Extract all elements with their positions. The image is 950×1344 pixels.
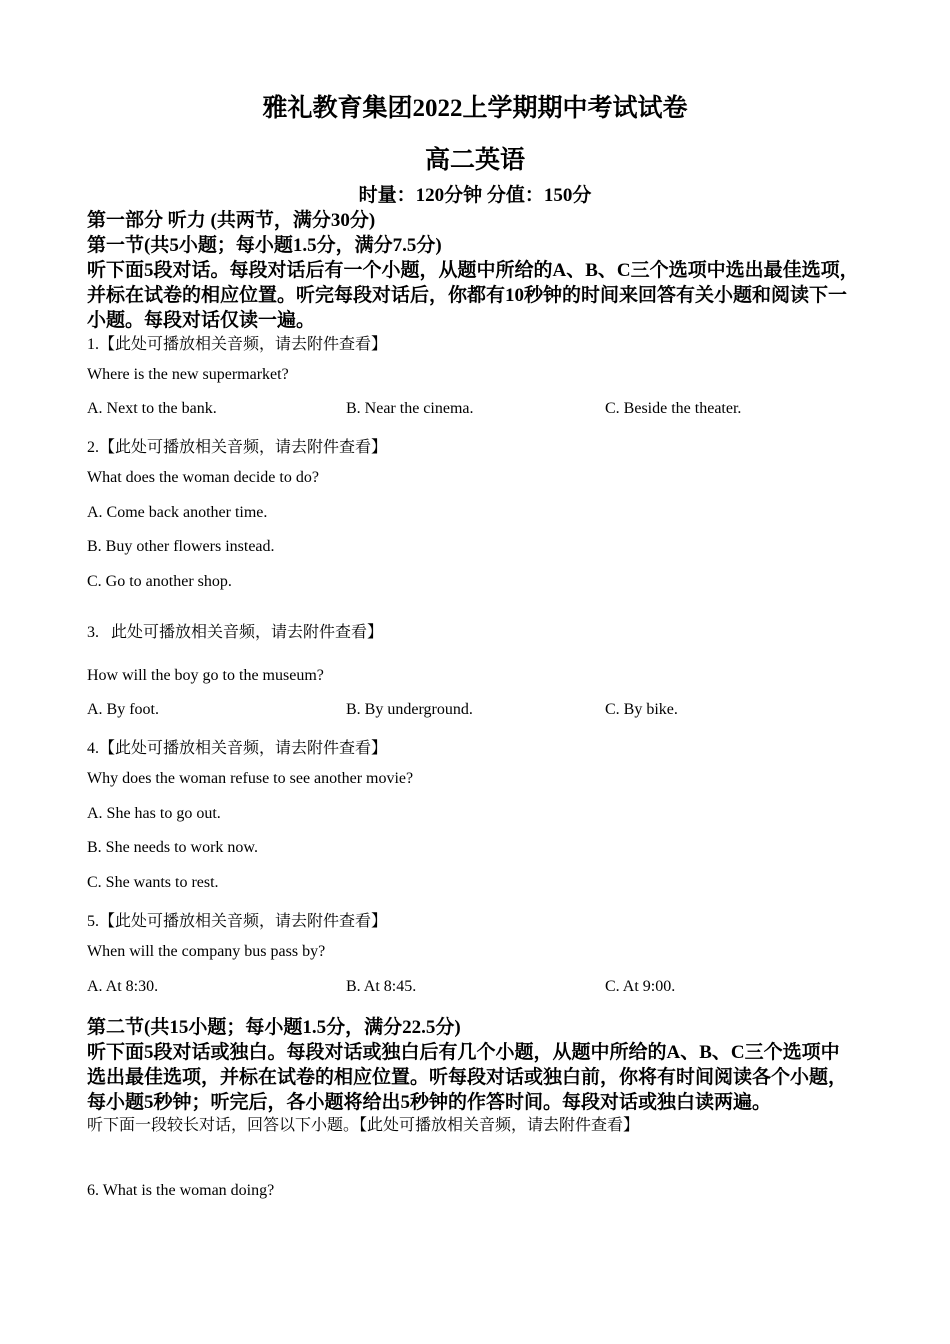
q3-question: How will the boy go to the museum? (87, 667, 324, 684)
q5-audio-label: 5.【此处可播放相关音频，请去附件查看】 (87, 913, 388, 930)
section2-audio-note: 听下面一段较长对话，回答以下小题。【此处可播放相关音频，请去附件查看】 (87, 1117, 640, 1134)
section1-instruction-line: 并标在试卷的相应位置。听完每段对话后，你都有10秒钟的时间来回答有关小题和阅读下一 (87, 285, 848, 306)
section2-instruction-line: 选出最佳选项，并标在试卷的相应位置。听每段对话或独白前，你将有时间阅读各个小题， (87, 1067, 848, 1088)
q3-option-b: B. By underground. (346, 701, 473, 718)
q2-audio-label: 2.【此处可播放相关音频，请去附件查看】 (87, 439, 388, 456)
q2-option-a: A. Come back another time. (87, 504, 268, 521)
q1-option-a: A. Next to the bank. (87, 400, 217, 417)
q1-option-b: B. Near the cinema. (346, 400, 474, 417)
subject-title: 高二英语 (424, 147, 525, 174)
q3-audio-label: 3. 此处可播放相关音频，请去附件查看】 (87, 624, 384, 641)
q1-option-c: C. Beside the theater. (605, 400, 742, 417)
part1-heading: 第一部分 听力 (共两节，满分30分) (87, 210, 376, 231)
section2-instruction-line: 听下面5段对话或独白。每段对话或独白后有几个小题，从题中所给的A、B、C三个选项中 (87, 1042, 840, 1063)
section2-heading: 第二节(共15小题；每小题1.5分，满分22.5分) (87, 1017, 461, 1038)
q2-option-c: C. Go to another shop. (87, 573, 232, 590)
section1-instruction-line: 小题。每段对话仅读一遍。 (87, 310, 316, 331)
q3-option-c: C. By bike. (605, 701, 678, 718)
q4-question: Why does the woman refuse to see another movie? (87, 770, 414, 787)
q3-option-a: A. By foot. (87, 701, 159, 718)
q5-option-c: C. At 9:00. (605, 978, 676, 995)
document-title: 雅礼教育集团2022上学期期中考试试卷 (262, 95, 688, 122)
q5-option-b: B. At 8:45. (346, 978, 417, 995)
q4-audio-label: 4.【此处可播放相关音频，请去附件查看】 (87, 740, 388, 757)
section2-instruction-line: 每小题5秒钟；听完后，各小题将给出5秒钟的作答时间。每段对话或独白读两遍。 (87, 1092, 772, 1113)
q6-question: 6. What is the woman doing? (87, 1182, 275, 1199)
section1-heading: 第一节(共5小题；每小题1.5分，满分7.5分) (87, 235, 442, 256)
q4-option-a: A. She has to go out. (87, 805, 221, 822)
q5-question: When will the company bus pass by? (87, 943, 326, 960)
q2-question: What does the woman decide to do? (87, 469, 319, 486)
q5-option-a: A. At 8:30. (87, 978, 159, 995)
section1-instruction-line: 听下面5段对话。每段对话后有一个小题，从题中所给的A、B、C三个选项中选出最佳选项， (87, 260, 859, 281)
exam-meta: 时量：120分钟 分值：150分 (358, 185, 592, 206)
q1-audio-label: 1.【此处可播放相关音频，请去附件查看】 (87, 336, 388, 353)
q4-option-b: B. She needs to work now. (87, 839, 258, 856)
q4-option-c: C. She wants to rest. (87, 874, 219, 891)
q1-question: Where is the new supermarket? (87, 366, 289, 383)
q2-option-b: B. Buy other flowers instead. (87, 538, 275, 555)
